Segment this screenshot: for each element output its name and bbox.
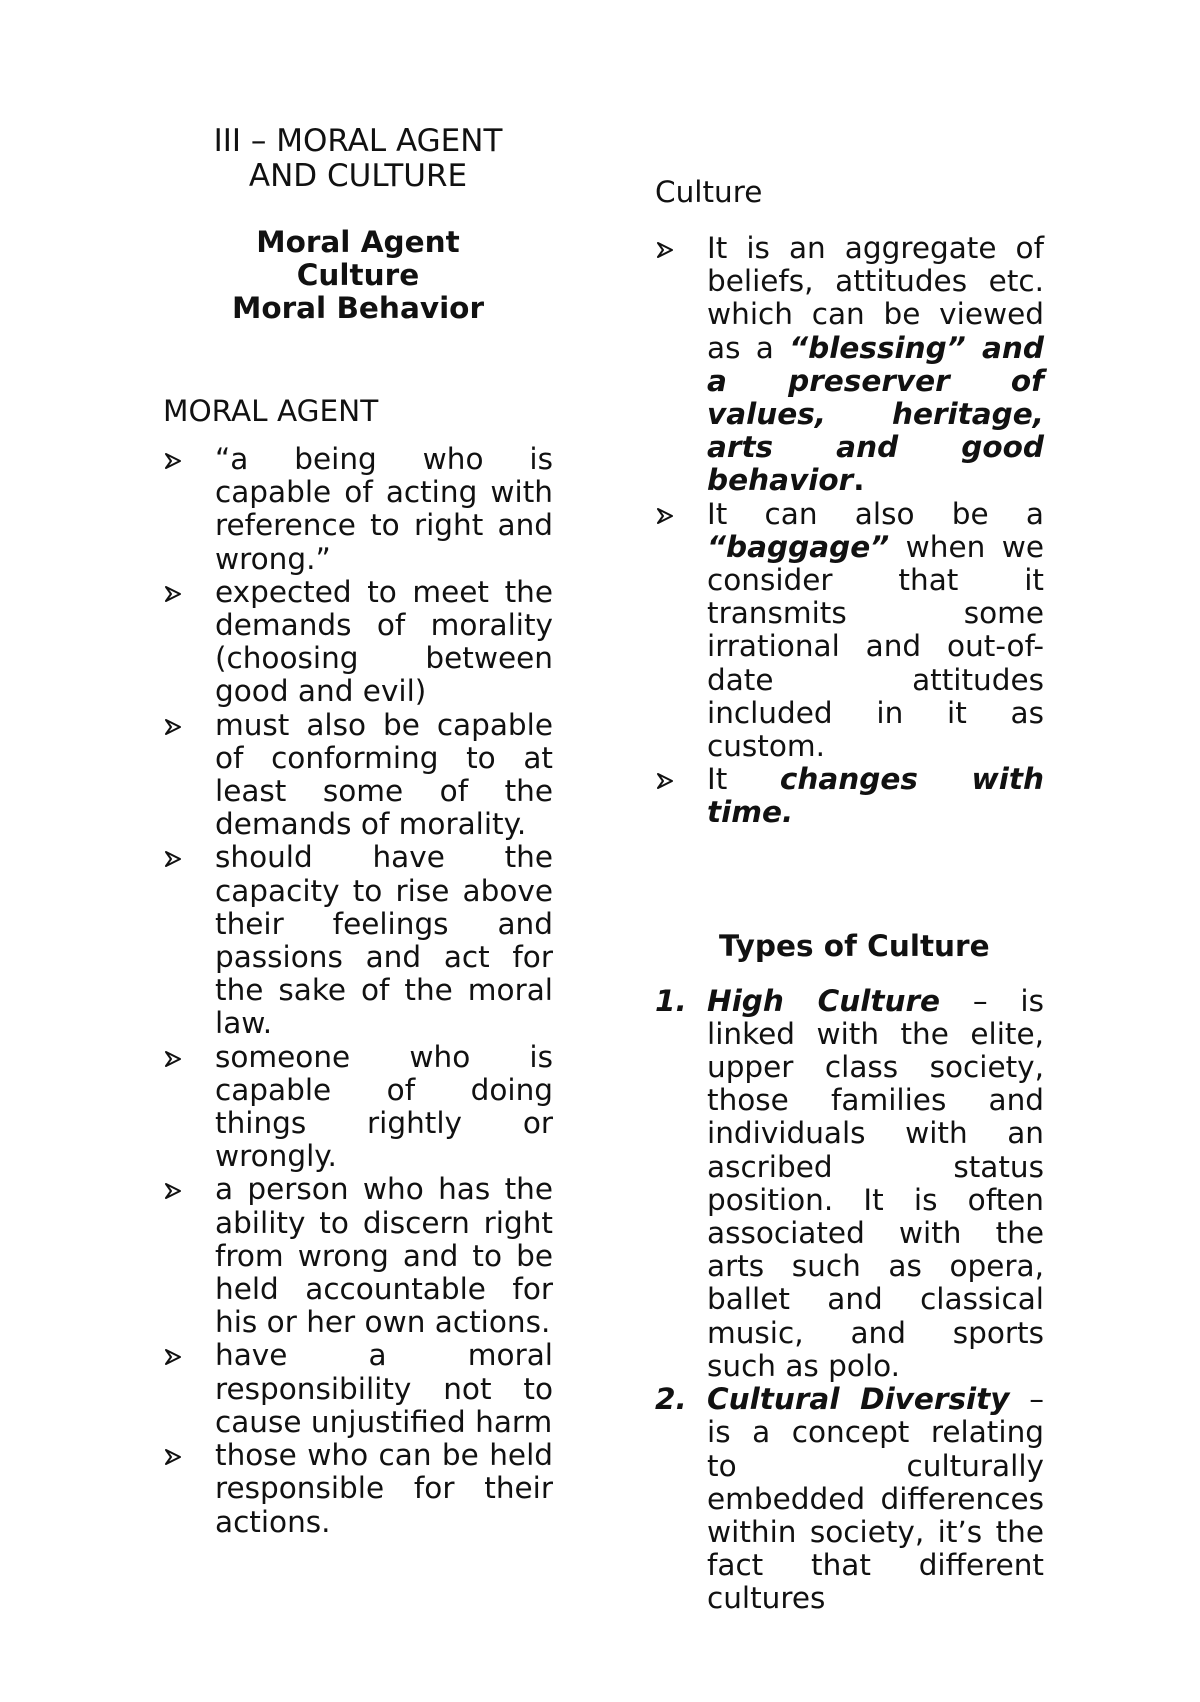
baggage-emphasis: “baggage” bbox=[707, 529, 890, 564]
left-column bbox=[163, 124, 553, 1539]
culture-bullets bbox=[655, 232, 1044, 830]
arrow-bullet-icon bbox=[655, 232, 681, 265]
culture-heading: Culture bbox=[655, 175, 763, 209]
topic-culture: Culture bbox=[296, 258, 420, 292]
arrow-bullet-icon bbox=[655, 498, 681, 531]
list-item: “a being who is capable of acting with reference to right and wrong.” bbox=[163, 443, 553, 576]
types-of-culture-list bbox=[655, 985, 1044, 1616]
changes-emphasis: changes with time. bbox=[707, 762, 1044, 830]
moral-agent-heading: MORAL AGENT bbox=[163, 394, 379, 428]
list-item: should have the capacity to rise above their feelings and passions and act for the sake of the moral law. bbox=[163, 841, 553, 1040]
list-item: It is an aggregate of beliefs, attitudes etc. which can be viewed as a “blessing” and a preserver of values, heritage, arts and good behavior. bbox=[655, 232, 1044, 498]
topic-moral-agent: Moral Agent bbox=[256, 225, 460, 259]
arrow-bullet-icon bbox=[163, 1041, 189, 1074]
arrow-bullet-icon bbox=[163, 1173, 189, 1206]
list-item: a person who has the ability to discern right from wrong and to be held accountable for his or her own actions. bbox=[163, 1173, 553, 1339]
arrow-bullet-icon bbox=[655, 763, 681, 796]
topics-list bbox=[163, 226, 553, 325]
cultural-diversity-term: Cultural Diversity bbox=[707, 1382, 1010, 1417]
title-line-1: III – MORAL AGENT bbox=[213, 123, 503, 159]
right-column bbox=[655, 176, 1044, 1616]
arrow-bullet-icon bbox=[163, 576, 189, 609]
types-of-culture-heading: Types of Culture bbox=[719, 928, 990, 963]
arrow-bullet-icon bbox=[163, 1439, 189, 1472]
item-number: 2. bbox=[655, 1382, 687, 1417]
list-item: have a moral responsibility not to cause unjustified harm bbox=[163, 1339, 553, 1439]
arrow-bullet-icon bbox=[163, 443, 189, 476]
arrow-bullet-icon bbox=[163, 841, 189, 874]
title-line-2: AND CULTURE bbox=[248, 158, 468, 194]
list-item: must also be capable of conforming to at least some of the demands of morality. bbox=[163, 709, 553, 842]
list-item: someone who is capable of doing things rightly or wrongly. bbox=[163, 1041, 553, 1174]
document-title bbox=[163, 124, 553, 194]
high-culture-term: High Culture bbox=[707, 983, 941, 1018]
topic-moral-behavior: Moral Behavior bbox=[231, 291, 485, 325]
list-item: It changes with time. bbox=[655, 763, 1044, 829]
list-item: those who can be held responsible for their actions. bbox=[163, 1439, 553, 1539]
blessing-emphasis: “blessing” and a preserver of values, heritage, arts and good behavior bbox=[707, 330, 1044, 498]
list-item: expected to meet the demands of morality (choosing between good and evil) bbox=[163, 576, 553, 709]
item-number: 1. bbox=[655, 983, 687, 1018]
list-item: It can also be a “baggage” when we consider that it transmits some irrational and out-of-date attitudes included in it as custom. bbox=[655, 498, 1044, 764]
arrow-bullet-icon bbox=[163, 1339, 189, 1372]
arrow-bullet-icon bbox=[163, 709, 189, 742]
moral-agent-bullets bbox=[163, 443, 553, 1539]
list-item: 2. Cultural Diversity – is a concept relating to culturally embedded differences within society, it’s the fact that different cultures bbox=[655, 1382, 1044, 1616]
list-item: 1. High Culture – is linked with the elite, upper class society, those families and individuals with an ascribed status position. It is often associated with the arts such as opera, ballet and classical music, and sports such as polo. bbox=[655, 983, 1044, 1383]
